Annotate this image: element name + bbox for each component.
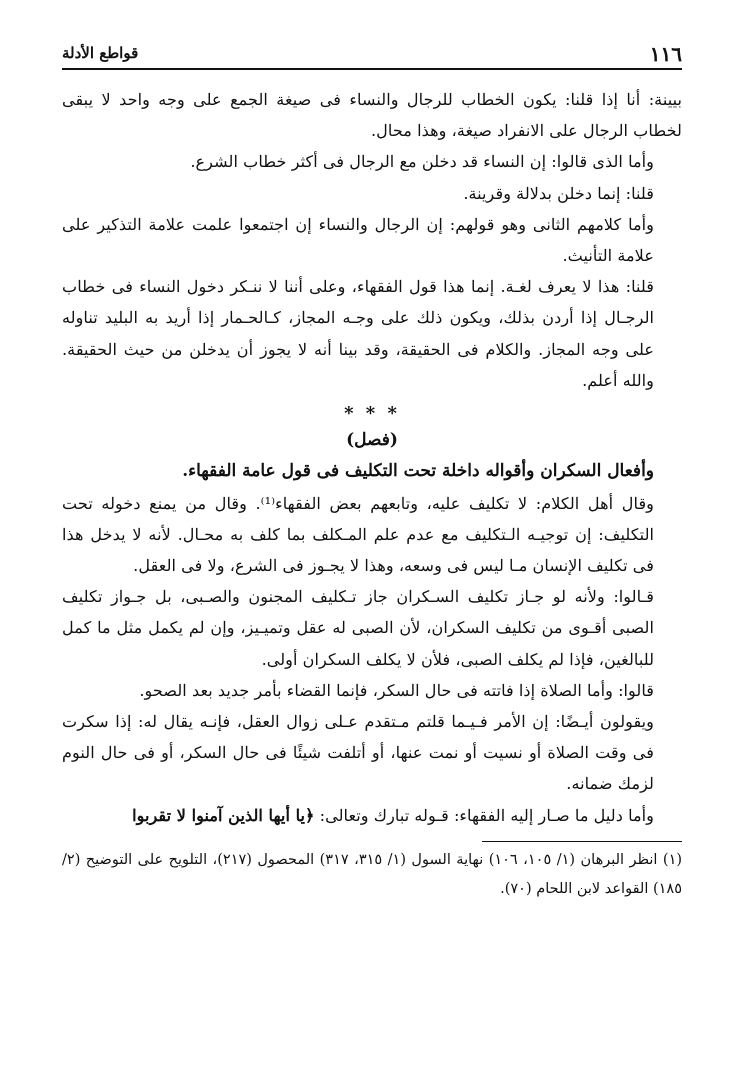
paragraph: وأما كلامهم الثانى وهو قولهم: إن الرجال والنساء إن اجتمعوا علمت علامة التذكير على علامة التأنيث. (62, 214, 654, 266)
main-text (62, 84, 682, 831)
page-number: ١١٦ (649, 42, 682, 66)
paragraph: ويقولون أيـضًا: إن الأمر فـيـما قلتم مـتقدم عـلى زوال العقل، فإنـه يقال له: إذا سكرت فى وقت الصلاة أو نسيت أو نمت عنها، أو أتلفت شيئًا فى حال السكر، أو فى حال النوم لزمك ضمانه. (62, 712, 654, 794)
paragraph: بيينة: أنا إذا قلنا: يكون الخطاب للرجال والنساء فى صيغة الجمع على وجه واحد لا يبقى لخطاب الرجال على الانفراد صيغة، وهذا محال. (62, 90, 682, 141)
section-title: (فصل) (346, 430, 398, 451)
page-header (62, 38, 682, 70)
paragraph: قلنا: هذا لا يعرف لغـة. إنما هذا قول الفقهاء، وعلى أننا لا ننـكر دخول النساء فى خطاب الرجـال إذا أردن بذلك، ويكون ذلك على وجـه المجاز، كـالحـمار إذا أريد به البليد تناوله على وجه المجاز. والكلام فى الحقيقة، وقد بينا أنه لا يجوز أن يدخلن من حيث الحقيقة. والله أعلم. (62, 277, 654, 390)
last-line-text: وأما دليل ما صـار إليه الفقهاء: قـوله تبارك وتعالى: (314, 805, 654, 825)
running-title: قواطع الأدلة (62, 44, 139, 62)
paragraph: وقال أهل الكلام: لا تكليف عليه، وتابعهم بعض الفقهاء⁽¹⁾. وقال من يمنع دخوله تحت التكليف: إن توجيـه الـتكليف مع عدم علم المـكلف بما كلف به محـال. لأنه لا يدخل هذا فى تكليف الإنسان مـا ليس فى وسعه، وهذا لا يجـوز فى الشرع، ولا فى العقل. (62, 493, 654, 576)
footnote-divider (482, 841, 682, 842)
paragraph: قلنا: إنما دخلن بدلالة وقرينة. (463, 183, 654, 203)
page (62, 38, 682, 918)
section-heading: وأفعال السكران وأقواله داخلة تحت التكليف فى قول عامة الفقهاء. (182, 461, 654, 482)
paragraph: قالوا: وأما الصلاة إذا فاتته فى حال السكر، فإنما القضاء بأمر جديد بعد الصحو. (139, 680, 654, 700)
section-separator: * * * (344, 403, 400, 425)
paragraph: قـالوا: ولأنه لو جـاز تكليف السـكران جاز تـكليف المجنون والصـبى، بل جـواز تكليف الصبى أقـوى من تكليف السكران، لأن الصبى له عقل وتميـيز، وإن لم يكمل مثل ما كمل للبالغين، فإذا لم يكلف الصبى، فلأن لا يكلف السكران أولى. (62, 587, 654, 669)
quran-verse: ﴿يا أيها الذين آمنوا لا تقربوا (132, 805, 315, 825)
footnote: (١) انظر البرهان (١/ ١٠٥، ١٠٦) نهاية السول (١/ ٣١٥، ٣١٧) المحصول (٢١٧)، التلويح على التوضيح (٢/ ١٨٥) القواعد لابن اللحام (٧٠). (62, 851, 683, 897)
paragraph-last (62, 800, 682, 831)
paragraph: وأما الذى قالوا: إن النساء قد دخلن مع الرجال فى أكثر خطاب الشرع. (190, 152, 654, 172)
